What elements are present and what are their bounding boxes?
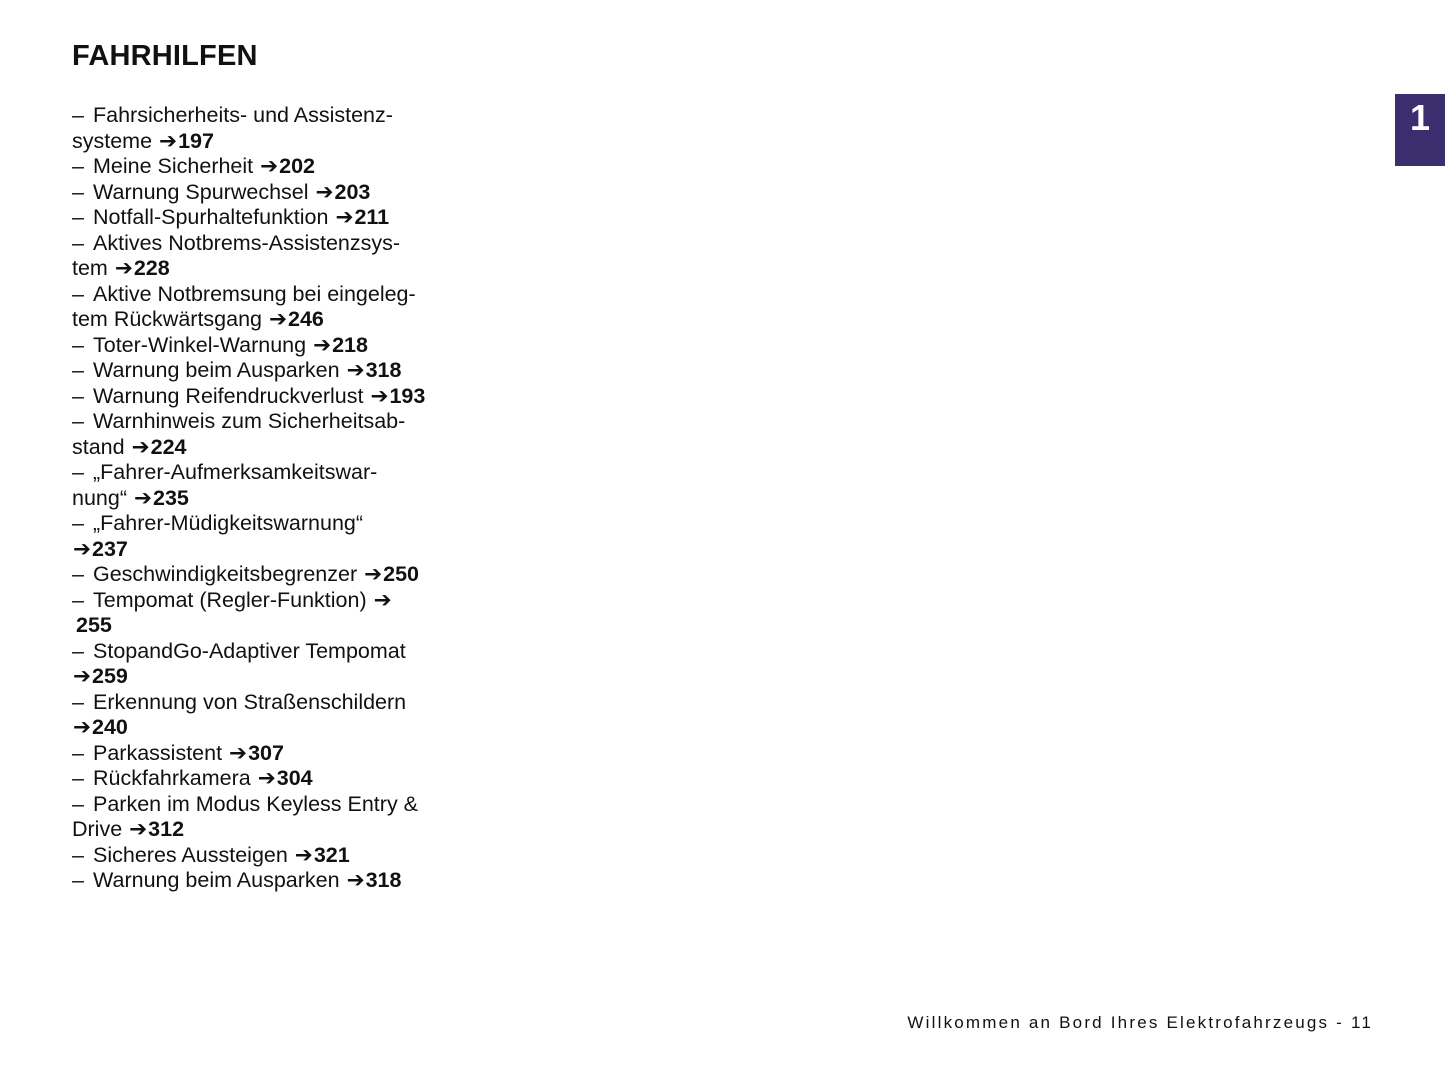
entry-text: Aktive Notbremsung bei eingeleg-: [93, 281, 416, 306]
page-reference-link[interactable]: 237: [92, 536, 128, 561]
list-item: [72, 129, 492, 155]
list-item: [72, 511, 492, 537]
arrow-right-icon: ➔: [73, 664, 92, 688]
dash-marker: –: [72, 587, 84, 612]
page-reference-link[interactable]: 250: [383, 562, 419, 586]
page-reference-link[interactable]: 228: [133, 256, 170, 280]
arrow-right-icon: ➔: [346, 358, 365, 382]
dash-marker: –: [72, 179, 84, 204]
entry-text: Sicheres Aussteigen: [93, 842, 288, 867]
entry-text: Toter-Winkel-Warnung: [93, 332, 307, 357]
arrow-right-icon: ➔: [114, 256, 133, 280]
entry-text: Erkennung von Straßenschildern: [93, 689, 407, 714]
dash-marker: –: [72, 868, 84, 892]
list-item: [72, 256, 492, 282]
entry-text: Geschwindigkeitsbegrenzer: [93, 562, 358, 586]
page-reference-link[interactable]: 240: [92, 715, 128, 739]
entry-text: Drive: [72, 817, 123, 841]
dash-marker: –: [72, 332, 84, 357]
entry-text: Warnhinweis zum Sicherheitsab-: [93, 409, 406, 433]
section-heading: FAHRHILFEN: [72, 40, 258, 72]
list-item: [72, 613, 492, 639]
list-item: [72, 231, 492, 257]
arrow-right-icon: ➔: [131, 434, 150, 459]
page-reference-link[interactable]: 312: [148, 817, 185, 841]
dash-marker: –: [72, 689, 84, 714]
page-reference-link[interactable]: 255: [76, 613, 112, 637]
page-reference-link[interactable]: 193: [389, 383, 426, 408]
entry-text: tem: [72, 256, 108, 280]
dash-marker: –: [72, 638, 84, 663]
page-reference-link[interactable]: 235: [153, 485, 189, 510]
list-item: [72, 333, 492, 359]
list-item: [72, 460, 492, 486]
page-reference-link[interactable]: 218: [332, 332, 368, 357]
dash-marker: –: [72, 511, 84, 535]
entry-text: Warnung Reifendruckverlust: [93, 383, 364, 408]
arrow-right-icon: ➔: [260, 154, 279, 178]
page-reference-link[interactable]: 304: [276, 766, 313, 790]
dash-marker: –: [72, 740, 84, 765]
page-reference-link[interactable]: 211: [354, 205, 390, 229]
list-item: [72, 792, 492, 818]
arrow-right-icon: ➔: [73, 715, 92, 739]
page-reference-link[interactable]: 318: [365, 868, 402, 892]
arrow-right-icon: ➔: [73, 536, 92, 561]
page-reference-link[interactable]: 202: [279, 154, 316, 178]
dash-marker: –: [72, 791, 84, 816]
page-reference-link[interactable]: 224: [150, 434, 187, 459]
arrow-right-icon: ➔: [373, 587, 392, 612]
dash-marker: –: [72, 205, 84, 229]
dash-marker: –: [72, 358, 84, 382]
entry-text: Notfall-Spurhaltefunktion: [93, 205, 329, 229]
list-item: [72, 639, 492, 665]
page-reference-link[interactable]: 203: [334, 179, 371, 204]
arrow-right-icon: ➔: [133, 485, 152, 510]
list-item: [72, 307, 492, 333]
list-item: [72, 154, 492, 180]
entry-text: „Fahrer-Aufmerksamkeitswar-: [93, 460, 378, 484]
page-reference-link[interactable]: 321: [313, 842, 350, 867]
dash-marker: –: [72, 562, 84, 586]
dash-marker: –: [72, 409, 84, 433]
dash-marker: –: [72, 460, 84, 484]
arrow-right-icon: ➔: [257, 766, 276, 790]
dash-marker: –: [72, 281, 84, 306]
entry-text: Aktives Notbrems-Assistenzsys-: [93, 230, 401, 255]
list-item: [72, 409, 492, 435]
arrow-right-icon: ➔: [315, 179, 334, 204]
entry-text: StopandGo-Adaptiver Tempomat: [93, 638, 406, 663]
arrow-right-icon: ➔: [229, 740, 248, 765]
list-item: [72, 562, 492, 588]
entry-text: Rückfahrkamera: [93, 766, 251, 790]
page-reference-link[interactable]: 318: [365, 358, 402, 382]
arrow-right-icon: ➔: [159, 128, 178, 153]
list-item: [72, 588, 492, 614]
entry-text: nung“: [72, 485, 127, 510]
arrow-right-icon: ➔: [346, 868, 365, 892]
list-item: [72, 205, 492, 231]
list-item: [72, 358, 492, 384]
entry-text: Warnung Spurwechsel: [93, 179, 309, 204]
list-item: [72, 868, 492, 894]
entry-text: tem Rückwärtsgang: [72, 307, 262, 331]
entry-text: Warnung beim Ausparken: [93, 358, 340, 382]
page-footer: Willkommen an Bord Ihres Elektrofahrzeugs - 11: [907, 1013, 1373, 1032]
entry-text: Warnung beim Ausparken: [93, 868, 340, 892]
entry-text: „Fahrer-Müdigkeitswarnung“: [93, 511, 364, 535]
entry-text: Tempomat (Regler-Funktion): [93, 587, 367, 612]
page-reference-link[interactable]: 246: [288, 307, 324, 331]
arrow-right-icon: ➔: [294, 842, 313, 867]
arrow-right-icon: ➔: [268, 307, 287, 331]
list-item: [72, 103, 492, 129]
entry-text: Fahrsicherheits- und Assistenz-: [93, 103, 393, 127]
arrow-right-icon: ➔: [370, 383, 389, 408]
list-item: [72, 741, 492, 767]
entry-text: systeme: [72, 128, 153, 153]
arrow-right-icon: ➔: [129, 817, 148, 841]
arrow-right-icon: ➔: [313, 332, 332, 357]
dash-marker: –: [72, 383, 84, 408]
page-reference-link[interactable]: 197: [178, 128, 214, 153]
list-item: [72, 384, 492, 410]
dash-marker: –: [72, 230, 84, 255]
arrow-right-icon: ➔: [364, 562, 383, 586]
entry-text: Parken im Modus Keyless Entry &: [93, 791, 419, 816]
list-item: [72, 664, 492, 690]
list-item: [72, 180, 492, 206]
arrow-right-icon: ➔: [335, 205, 354, 229]
dash-marker: –: [72, 103, 84, 127]
list-item: [72, 435, 492, 461]
list-item: [72, 486, 492, 512]
dash-marker: –: [72, 154, 84, 178]
assistance-systems-list: [72, 103, 492, 894]
entry-text: Meine Sicherheit: [93, 154, 254, 178]
page-reference-link[interactable]: 259: [92, 664, 128, 688]
list-item: [72, 766, 492, 792]
list-item: [72, 690, 492, 716]
dash-marker: –: [72, 766, 84, 790]
dash-marker: –: [72, 842, 84, 867]
entry-text: stand: [72, 434, 125, 459]
list-item: [72, 715, 492, 741]
list-item: [72, 817, 492, 843]
page-reference-link[interactable]: 307: [248, 740, 284, 765]
list-item: [72, 282, 492, 308]
entry-text: Parkassistent: [93, 740, 223, 765]
list-item: [72, 843, 492, 869]
list-item: [72, 537, 492, 563]
chapter-tab[interactable]: 1: [1395, 94, 1445, 166]
